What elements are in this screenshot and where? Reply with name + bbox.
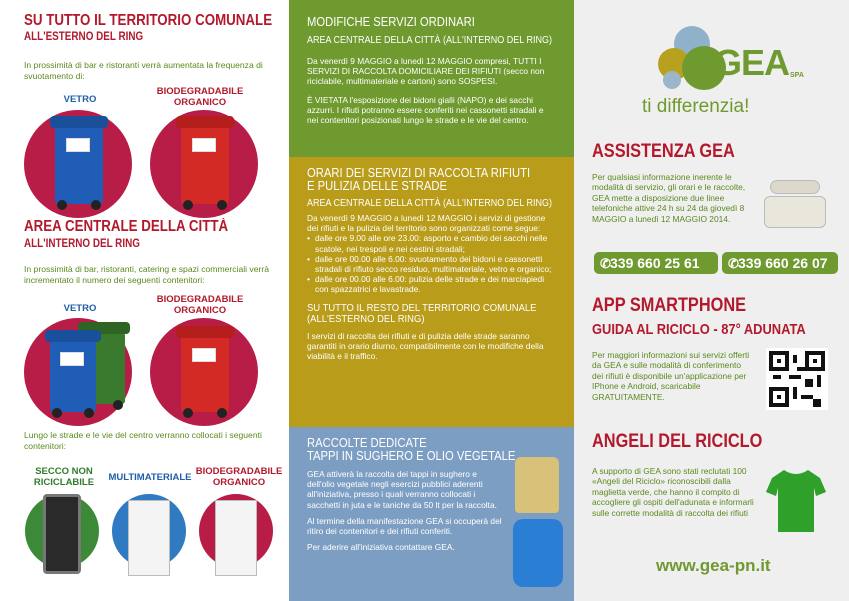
app-title: APP SMARTPHONE (592, 295, 747, 316)
section3-body: Lungo le strade e le vie del centro verranno collocati i seguenti contenitori: (24, 430, 262, 451)
block2-bullets (307, 233, 556, 294)
organic-box-icon (215, 500, 257, 576)
section2-body: In prossimità di bar, ristoranti, catering e spazi commerciali verrà incrementato il numero dei seguenti contenitori: (24, 264, 270, 285)
logo-suffix: SPA (790, 72, 804, 79)
label-vetro-2: VETRO (63, 303, 97, 314)
block2-intro: Da venerdì 9 MAGGIO a lunedì 12 MAGGIO i servizi di gestione dei rifiuti e la pulizia del territorio sono organizzati come segue: (307, 213, 546, 234)
label-vetro-1: VETRO (63, 94, 97, 105)
block2-title-2: E PULIZIA DELLE STRADE (307, 179, 448, 193)
gea-logo (636, 24, 826, 124)
block-orari (289, 157, 574, 427)
website-link[interactable]: www.gea-pn.it (656, 556, 771, 575)
section2-title (24, 219, 261, 251)
trash-stand-icon (43, 494, 81, 574)
block-modifiche (289, 0, 574, 157)
label-organico-3: BIODEGRADABILE ORGANICO (195, 466, 283, 488)
telephone-icon (760, 176, 830, 236)
section1-heading: SU TUTTO IL TERRITORIO COMUNALE (24, 12, 273, 29)
section2-subheading: ALL'INTERNO DEL RING (24, 238, 140, 250)
bullet-item: • dalle ore 00.00 alle 6.00: pulizia delle strade e dei marciapiedi con spazzatrici e lavastrade. (307, 274, 556, 294)
block1-para2: È VIETATA l'esposizione dei bidoni gialli (NAPO) e dei sacchi azzurri. I rifiuti potranno essere conferiti nei cassonetti stradali e nei contenitori posizionati lungo le strade e le vie del centro. (307, 94, 544, 126)
block2-body2: I servizi di raccolta dei rifiuti e di pulizia delle strade saranno garantiti in orario diurno, compatibilmente con le modifiche della viabilità e il traffico. (307, 330, 544, 362)
logo-tagline: ti differenzia! (642, 96, 750, 117)
app-body: Per maggiori informazioni sui servizi offerti da GEA e sulle modalità di conferimento dei rifiuti è disponibile un'applicazione per IPhone e Android, scaricabile GRATUITAMENTE. (592, 350, 750, 402)
block1-para1: Da venerdì 9 MAGGIO a lunedì 12 MAGGIO compresi, TUTTI I SERVIZI DI RACCOLTA DOMICILIARE DEI RIFIUTI (secco non riciclabile, multimateriale e cartoni) sono SOSPESI. (307, 56, 545, 87)
block3-title-2: TAPPI IN SUGHERO E OLIO VEGETALE (307, 449, 516, 463)
block2-subtitle: AREA CENTRALE DELLA CITTÀ (ALL'INTERNO DEL RING) (307, 198, 552, 209)
block-raccolte (289, 427, 574, 601)
block3-title-1: RACCOLTE DEDICATE (307, 436, 427, 450)
phone-2-number: 339 660 26 07 (738, 255, 828, 271)
oil-tank-icon (513, 519, 563, 587)
phone-2[interactable] (722, 252, 838, 274)
app-subtitle: GUIDA AL RICICLO - 87° ADUNATA (592, 321, 806, 338)
label-organico-1: BIODEGRADABILE ORGANICO (156, 86, 244, 108)
blue-bin-icon (55, 124, 103, 204)
angeli-title: ANGELI DEL RICICLO (592, 431, 763, 452)
bullet-item: • dalle ore 9.00 alle ore 23.00: asporto e cambio dei sacchi nelle scatole, nei trespoli e nei cestini stradali; (307, 233, 556, 253)
section1-title (24, 13, 312, 44)
section1-subheading: ALL'ESTERNO DEL RING (24, 31, 144, 43)
block2-title2-2: (ALL'ESTERNO DEL RING) (307, 312, 425, 325)
block2-title2-1: SU TUTTO IL RESTO DEL TERRITORIO COMUNALE (307, 301, 537, 314)
block3-para3: Per aderire all'iniziativa contattare GEA. (307, 542, 455, 553)
section1-body: In prossimità di bar e ristoranti verrà aumentata la frequenza di svuotamento di: (24, 60, 263, 81)
block1-title: MODIFICHE SERVIZI ORDINARI (307, 15, 475, 29)
block2-title-1: ORARI DEI SERVIZI DI RACCOLTA RIFIUTI (307, 166, 531, 180)
qr-code-icon[interactable] (766, 348, 828, 410)
red-bin-icon (181, 334, 229, 412)
bullet-item: • dalle ore 00.00 alle 6.00: svuotamento dei bidoni e cassonetti stradali di rifiuto secco residuo, multimateriale, vetro e organico; (307, 254, 556, 274)
angeli-body: A supporto di GEA sono stati reclutati 100 «Angeli del Riciclo» riconoscibili dalla maglietta verde, che hanno il compito di accogliere gli ospiti dell'adunata e informarli sulle corrette modalità di raccolta dei rifiuti (592, 466, 754, 518)
phone-icon: ✆ (728, 256, 739, 271)
block1-subtitle: AREA CENTRALE DELLA CITTÀ (ALL'INTERNO DEL RING) (307, 35, 552, 46)
block3-para2: Al termine della manifestazione GEA si occuperà del ritiro dei contenitori e dei rifiuti conferiti. (307, 515, 502, 537)
red-bin-icon (181, 124, 229, 204)
phone-1[interactable] (594, 252, 718, 274)
cork-bag-icon (515, 457, 559, 513)
assistenza-title: ASSISTENZA GEA (592, 141, 735, 162)
label-secco: SECCO NON RICICLABILE (33, 466, 95, 488)
section2-heading: AREA CENTRALE DELLA CITTÀ (24, 218, 229, 235)
right-column (574, 0, 849, 601)
left-column (0, 0, 289, 601)
blue-bin-icon (50, 338, 96, 412)
label-multimateriale: MULTIMATERIALE (108, 472, 192, 483)
logo-name: GEA (714, 42, 790, 83)
block3-para1: GEA attiverà la raccolta dei tappi in sughero e dell'olio vegetale negli esercizi pubblici aderenti all'iniziativa, presso i quali verranno collocati i sacchetti in juta e le taniche da 50 lt per la raccolta. (307, 469, 497, 510)
multimaterial-box-icon (128, 500, 170, 576)
green-tshirt-icon (766, 466, 826, 536)
label-organico-2: BIODEGRADABILE ORGANICO (156, 294, 244, 316)
phone-1-number: 339 660 25 61 (610, 255, 700, 271)
phone-icon: ✆ (600, 256, 611, 271)
assistenza-body: Per qualsiasi informazione inerente le modalità di servizio, gli orari e le raccolte, GEA mette a disposizione due linee telefoniche attive 24 h su 24 da giovedì 8 MAGGIO a lunedì 12 MAGGIO 2014. (592, 172, 746, 224)
